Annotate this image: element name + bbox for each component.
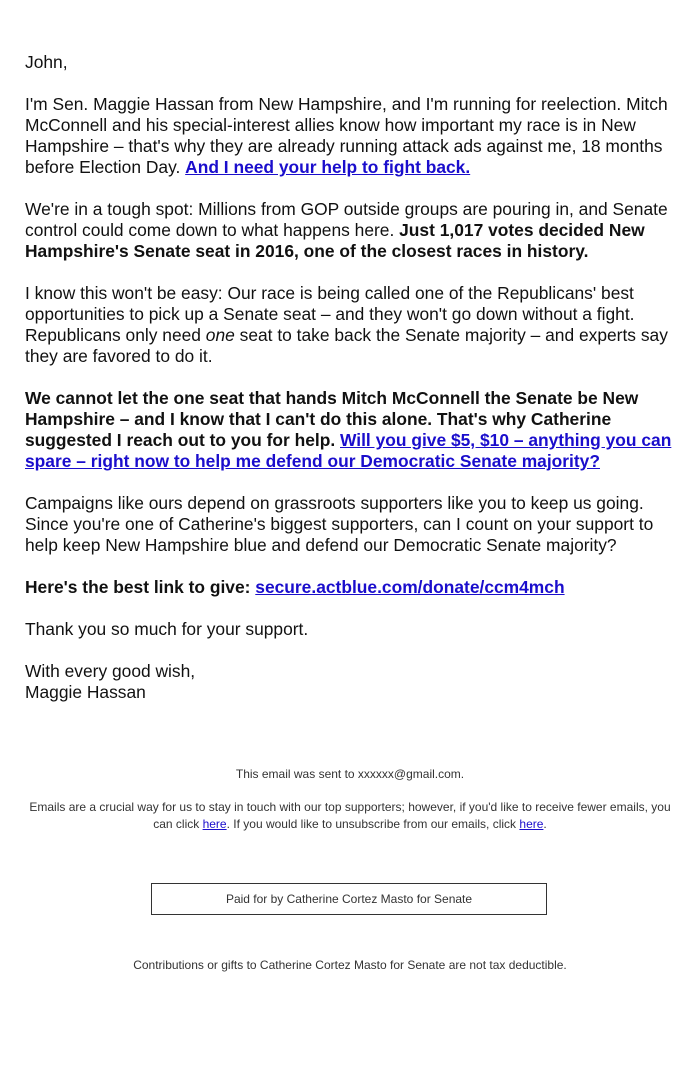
unsubscribe-link[interactable]: here <box>519 817 544 831</box>
signoff-line: With every good wish, <box>25 661 196 681</box>
paragraph-tough-spot-text: We're in a tough spot: Millions from GOP outside groups are pouring in, and Senate control could come down to what happens here. <box>25 199 668 240</box>
paragraph-not-easy-text-b: seat to take back the Senate majority – and experts say they are favored to do it. <box>25 325 668 366</box>
paragraph-intro-text: I'm Sen. Maggie Hassan from New Hampshire, and I'm running for reelection. Mitch McConnell and his special-interest allies know how important my race is in New Hampshire – that's why they are already running attack ads against me, 18 months before Election Day. <box>25 94 668 177</box>
paid-for-disclaimer: Paid for by Catherine Cortez Masto for Senate <box>151 883 547 915</box>
paragraph-tough-spot <box>25 199 675 262</box>
donate-appeal-link[interactable]: Will you give $5, $10 – anything you can spare – right now to help me defend our Democratic Senate majority? <box>25 430 672 471</box>
give-link-label: Here's the best link to give: <box>25 577 256 597</box>
paragraph-not-easy <box>25 283 675 367</box>
footer-period: . <box>543 817 547 831</box>
paragraph-not-easy-text-a: I know this won't be easy: Our race is being called one of the Republicans' best opportunities to pick up a Senate seat – and they won't go down without a fight. Republicans only need <box>25 283 635 345</box>
actblue-donate-link[interactable]: secure.actblue.com/donate/ccm4mch <box>255 577 565 597</box>
thanks-line: Thank you so much for your support. <box>25 619 309 639</box>
paragraph-give-link <box>25 577 675 598</box>
emphasis-one: one <box>205 325 235 345</box>
tax-disclaimer: Contributions or gifts to Catherine Cortez Masto for Senate are not tax deductible. <box>133 958 567 972</box>
fight-back-link[interactable]: And I need your help to fight back. <box>185 157 471 177</box>
footer-fewer-text: Emails are a crucial way for us to stay in touch with our top supporters; however, if you'd like to receive fewer emails, you can click <box>29 800 671 831</box>
paragraph-intro <box>25 94 675 178</box>
paragraph-grassroots: Campaigns like ours depend on grassroots supporters like you to keep us going. Since you're one of Catherine's biggest supporters, can I count on your support to help keep New Hampshire blue and defend our Democratic Senate majority? <box>25 493 654 555</box>
appeal-statement: We cannot let the one seat that hands Mitch McConnell the Senate be New Hampshire – and I know that I can't do this alone. That's why Catherine suggested I reach out to you for help. <box>25 388 639 450</box>
votes-statement: Just 1,017 votes decided New Hampshire's Senate seat in 2016, one of the closest races in history. <box>25 220 645 261</box>
footer-unsub-text: . If you would like to unsubscribe from our emails, click <box>226 817 520 831</box>
paragraph-appeal <box>25 388 675 472</box>
greeting: John, <box>25 52 68 72</box>
signature: Maggie Hassan <box>25 682 146 702</box>
fewer-emails-link[interactable]: here <box>202 817 227 831</box>
footer-sent-to: This email was sent to xxxxxx@gmail.com. <box>235 767 465 781</box>
email-body <box>25 52 675 703</box>
footer-email-preferences <box>25 799 675 833</box>
